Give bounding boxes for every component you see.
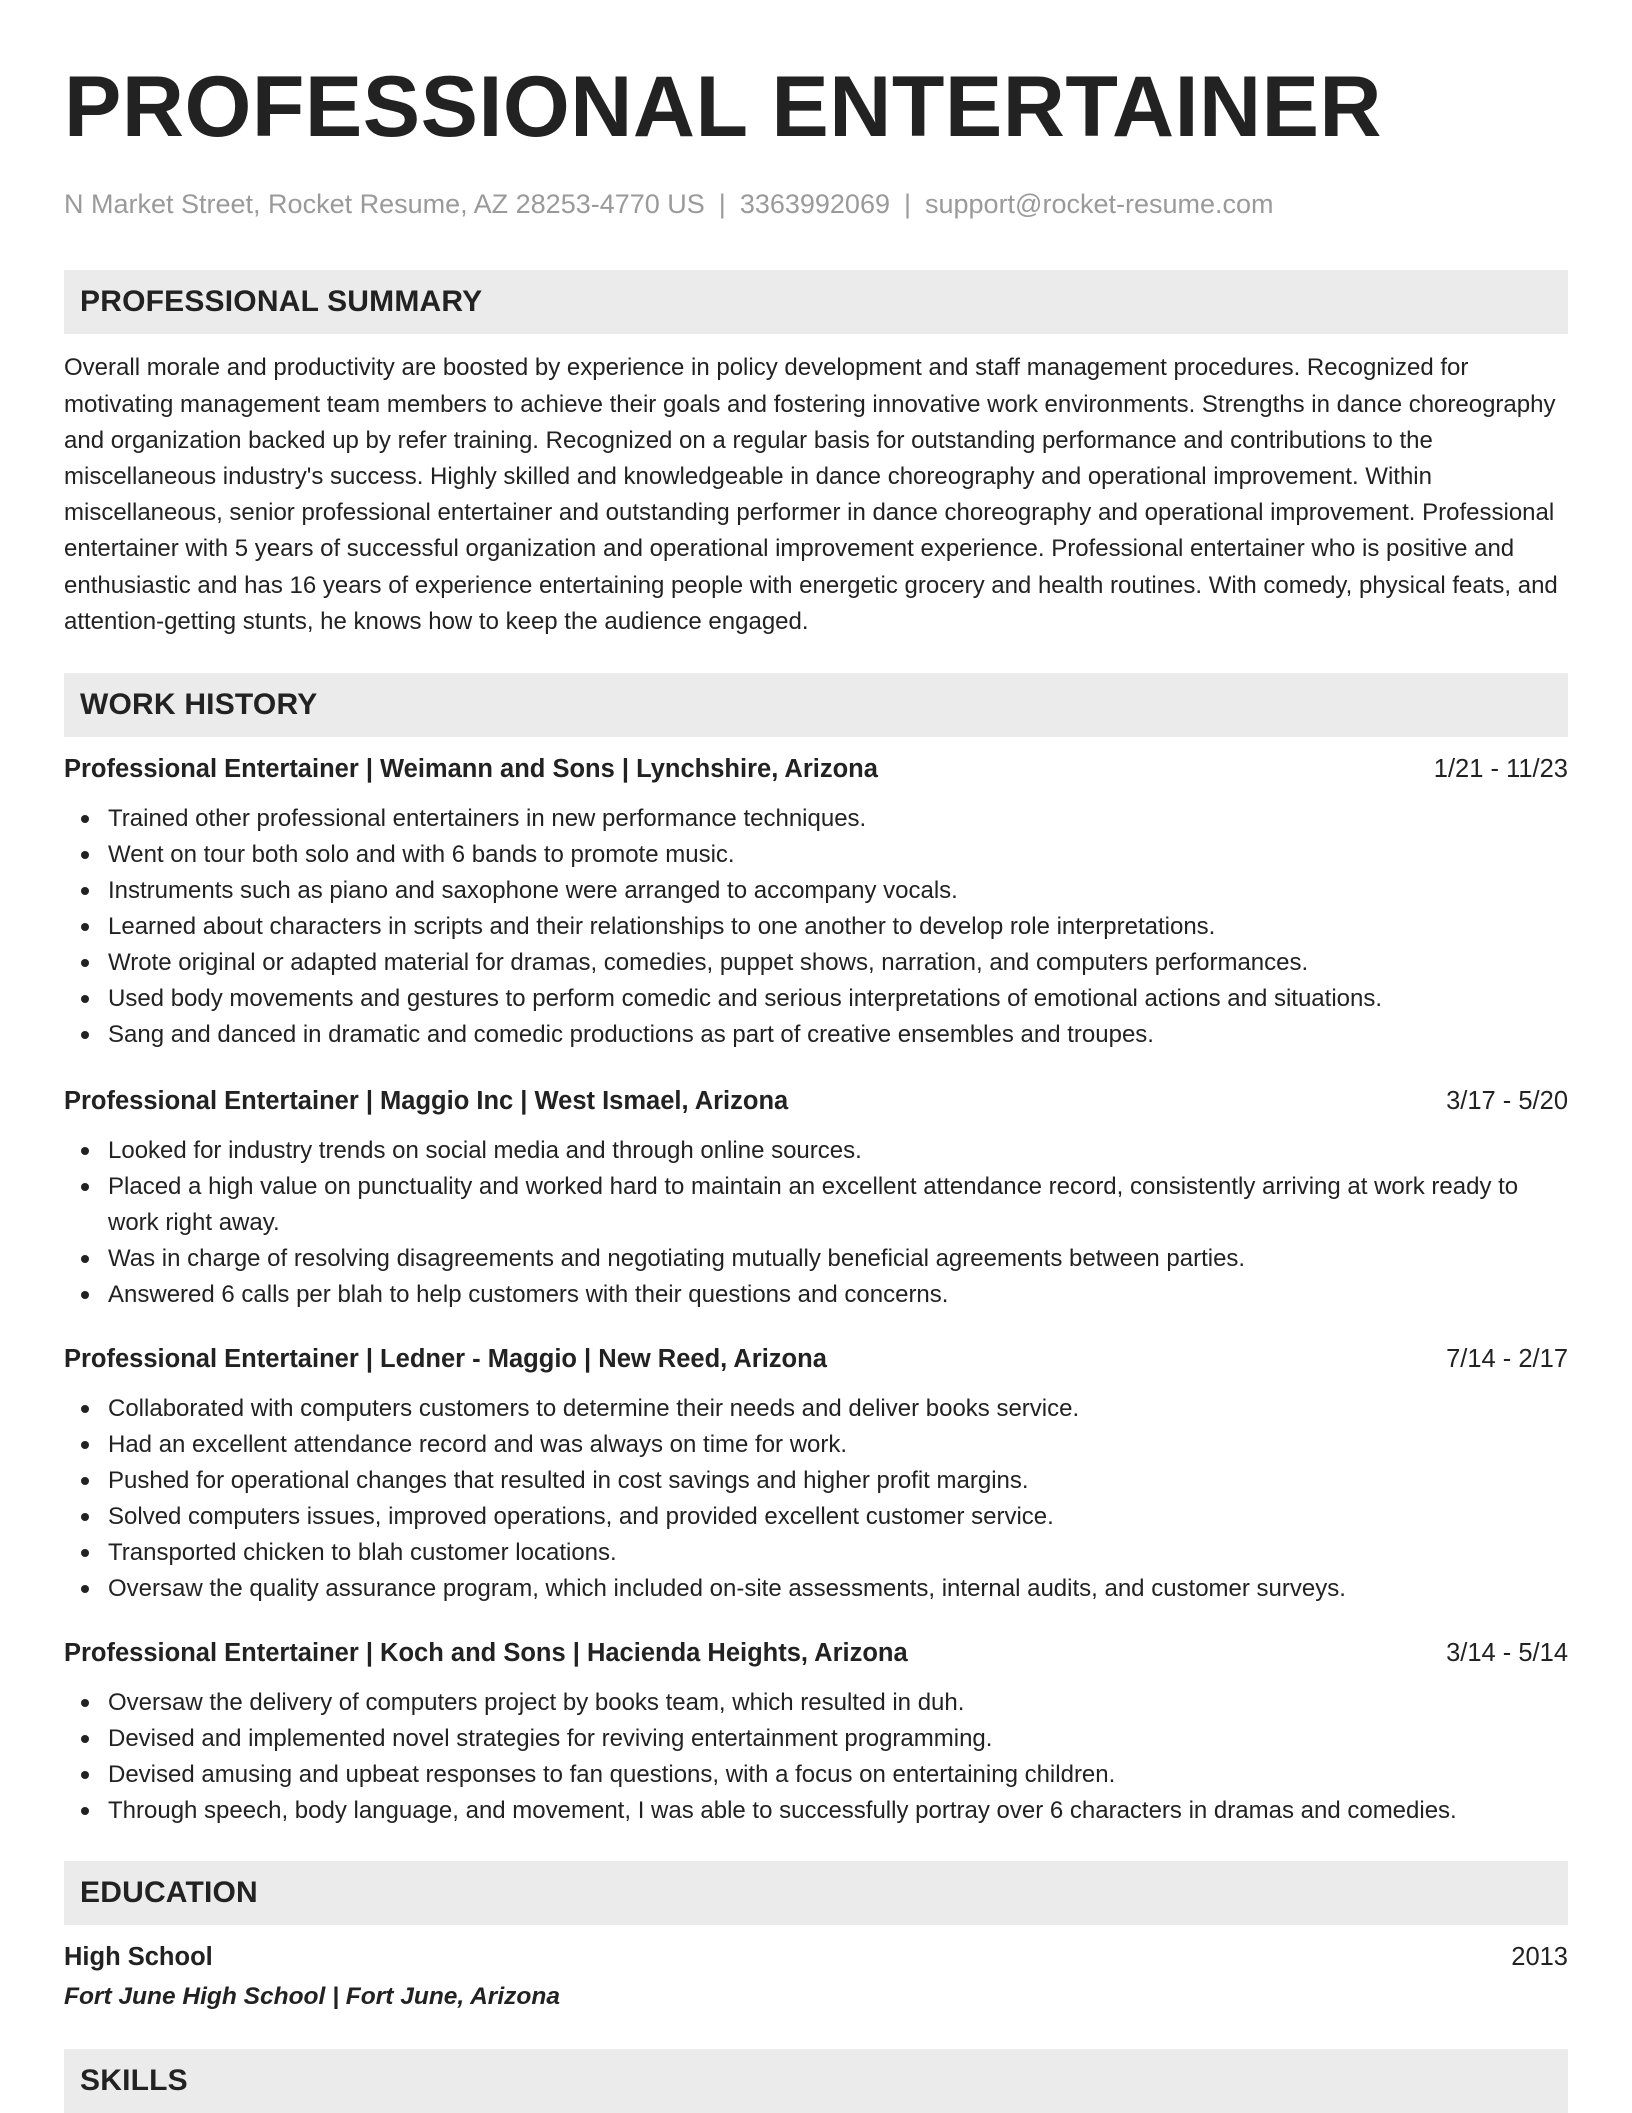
section-header-summary: PROFESSIONAL SUMMARY (64, 270, 1568, 334)
work-history-list (64, 751, 1568, 1829)
job-bullet-item: Was in charge of resolving disagreements and negotiating mutually beneficial agreements between parties. (64, 1241, 1568, 1277)
resume-name: PROFESSIONAL ENTERTAINER (64, 59, 1383, 155)
job-bullet-item: Looked for industry trends on social media and through online sources. (64, 1133, 1568, 1169)
job-dates: 3/14 - 5/14 (1446, 1639, 1568, 1668)
job-dates: 1/21 - 11/23 (1433, 755, 1568, 784)
job-bullet-item: Pushed for operational changes that resulted in cost savings and higher profit margins. (64, 1463, 1568, 1499)
job-bullet-item: Instruments such as piano and saxophone were arranged to accompany vocals. (64, 873, 1568, 909)
job-header (64, 1341, 1568, 1377)
job-bullet-item: Wrote original or adapted material for dramas, comedies, puppet shows, narration, and computers performances. (64, 945, 1568, 981)
section-header-work-history: WORK HISTORY (64, 673, 1568, 737)
job-header (64, 1083, 1568, 1119)
job-header (64, 751, 1568, 787)
job-bullet-item: Devised amusing and upbeat responses to fan questions, with a focus on entertaining children. (64, 1757, 1568, 1793)
contact-address: N Market Street, Rocket Resume, AZ 28253-4770 US (64, 189, 705, 219)
job-bullet-item: Transported chicken to blah customer locations. (64, 1535, 1568, 1571)
job-bullet-item: Placed a high value on punctuality and worked hard to maintain an excellent attendance record, consistently arriving at work ready to work right away. (64, 1169, 1568, 1241)
job-bullet-item: Answered 6 calls per blah to help customers with their questions and concerns. (64, 1277, 1568, 1313)
job-bullets (64, 1391, 1568, 1607)
job-title: Professional Entertainer | Weimann and Sons | Lynchshire, Arizona (64, 755, 878, 784)
job-bullet-item: Sang and danced in dramatic and comedic productions as part of creative ensembles and troupes. (64, 1017, 1568, 1053)
education-year: 2013 (1511, 1943, 1568, 1972)
job-bullet-item: Devised and implemented novel strategies for reviving entertainment programming. (64, 1721, 1568, 1757)
job-bullet-item: Went on tour both solo and with 6 bands to promote music. (64, 837, 1568, 873)
job-header (64, 1635, 1568, 1671)
job-title: Professional Entertainer | Ledner - Maggio | New Reed, Arizona (64, 1345, 827, 1374)
contact-email: support@rocket-resume.com (925, 189, 1274, 219)
education-degree: High School (64, 1943, 213, 1972)
job-title: Professional Entertainer | Koch and Sons | Hacienda Heights, Arizona (64, 1639, 908, 1668)
job-bullet-item: Learned about characters in scripts and their relationships to one another to develop role interpretations. (64, 909, 1568, 945)
job-entry (64, 1083, 1568, 1313)
job-bullets (64, 1685, 1568, 1829)
job-entry (64, 1635, 1568, 1829)
job-dates: 7/14 - 2/17 (1446, 1345, 1568, 1374)
education-entry (64, 1939, 1568, 1975)
job-bullet-item: Through speech, body language, and movement, I was able to successfully portray over 6 characters in dramas and comedies. (64, 1793, 1568, 1829)
job-entry (64, 1341, 1568, 1607)
job-bullets (64, 801, 1568, 1053)
job-bullet-item: Oversaw the delivery of computers project by books team, which resulted in duh. (64, 1685, 1568, 1721)
job-bullet-item: Used body movements and gestures to perform comedic and serious interpretations of emotional actions and situations. (64, 981, 1568, 1017)
job-title: Professional Entertainer | Maggio Inc | West Ismael, Arizona (64, 1087, 789, 1116)
job-bullet-item: Had an excellent attendance record and was always on time for work. (64, 1427, 1568, 1463)
job-bullet-item: Collaborated with computers customers to determine their needs and deliver books service. (64, 1391, 1568, 1427)
summary-text: Overall morale and productivity are boosted by experience in policy development and staff management procedures. Recognized for motivating management team members to achieve their goals and fostering innovative work environments. Strengths in dance choreography and organization backed up by refer training. Recognized on a regular basis for outstanding performance and contributions to the miscellaneous industry's success. Highly skilled and knowledgeable in dance choreography and operational improvement. Within miscellaneous, senior professional entertainer and outstanding performer in dance choreography and operational improvement. Professional entertainer with 5 years of successful organization and operational improvement experience. Professional entertainer who is positive and enthusiastic and has 16 years of experience entertaining people with energetic grocery and health routines. With comedy, physical feats, and attention-getting stunts, he knows how to keep the audience engaged. (64, 354, 1558, 635)
section-header-education: EDUCATION (64, 1861, 1568, 1925)
job-dates: 3/17 - 5/20 (1446, 1087, 1568, 1116)
job-bullet-item: Trained other professional entertainers in new performance techniques. (64, 801, 1568, 837)
education-school: Fort June High School | Fort June, Arizona (64, 1983, 560, 2011)
contact-phone: 3363992069 (739, 189, 890, 219)
contact-separator: | (718, 189, 726, 219)
contact-line (64, 188, 1568, 220)
section-header-skills: SKILLS (64, 2049, 1568, 2113)
job-entry (64, 751, 1568, 1053)
contact-separator: | (903, 189, 911, 219)
job-bullet-item: Solved computers issues, improved operations, and provided excellent customer service. (64, 1499, 1568, 1535)
job-bullets (64, 1133, 1568, 1313)
job-bullet-item: Oversaw the quality assurance program, which included on-site assessments, internal audits, and customer surveys. (64, 1571, 1568, 1607)
